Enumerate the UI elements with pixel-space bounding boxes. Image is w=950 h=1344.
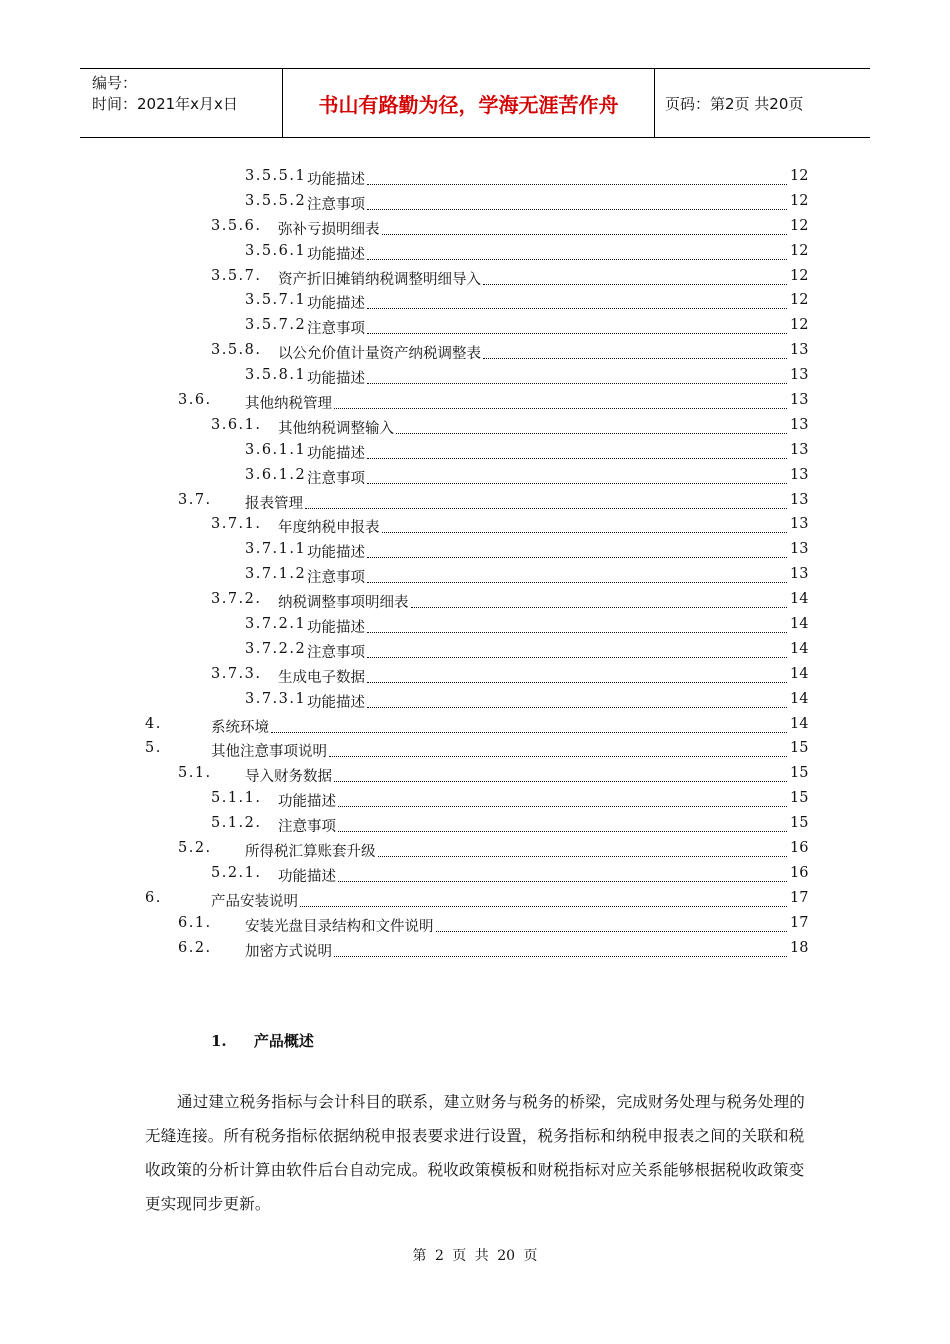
toc-leader-dots [367, 243, 787, 260]
toc-entry[interactable] [0, 616, 950, 641]
toc-entry-title: 纳税调整事项明细表 [278, 595, 409, 612]
toc-entry-page: 15 [790, 815, 809, 832]
toc-entry-title: 系统环境 [211, 719, 269, 736]
toc-entry-title: 以公允价值计量资产纳税调整表 [278, 346, 481, 363]
toc-entry-title: 报表管理 [245, 495, 303, 512]
toc-leader-dots [396, 417, 787, 434]
toc-entry-number: 3.5.7.1 [245, 292, 307, 309]
toc-leader-dots [367, 168, 787, 185]
toc-leader-dots [329, 740, 787, 757]
toc-entry-page: 12 [790, 267, 809, 284]
toc-leader-dots [300, 890, 787, 907]
toc-entry-number: 3.5.8. [211, 342, 262, 359]
toc-entry[interactable] [0, 566, 950, 591]
toc-entry-page: 13 [790, 516, 809, 533]
toc-entry-page: 14 [790, 640, 809, 657]
toc-entry-number: 3.5.7.2 [245, 317, 307, 334]
toc-entry-page: 12 [790, 242, 809, 259]
toc-leader-dots [367, 666, 787, 683]
section-title: 产品概述 [253, 1032, 314, 1050]
toc-leader-dots [334, 765, 787, 782]
toc-leader-dots [367, 616, 787, 633]
toc-entry-page: 16 [790, 864, 809, 881]
toc-entry-number: 5.1. [178, 765, 212, 782]
toc-entry[interactable] [0, 218, 950, 243]
toc-entry[interactable] [0, 691, 950, 716]
toc-entry-title: 安装光盘目录结构和文件说明 [245, 918, 434, 935]
toc-entry-page: 16 [790, 840, 809, 857]
toc-leader-dots [367, 317, 787, 334]
toc-entry-title: 资产折旧摊销纳税调整明细导入 [278, 271, 481, 288]
toc-entry-number: 3.6. [178, 392, 212, 409]
toc-entry-title: 功能描述 [307, 445, 365, 462]
toc-entry-number: 5.2.1. [211, 864, 262, 881]
toc-leader-dots [378, 840, 787, 857]
toc-entry[interactable] [0, 765, 950, 790]
toc-entry-page: 13 [790, 416, 809, 433]
toc-entry-title: 功能描述 [307, 620, 365, 637]
toc-entry-page: 14 [790, 665, 809, 682]
toc-entry-number: 3.6.1. [211, 416, 262, 433]
header-code: 编号： [92, 74, 138, 92]
toc-entry-page: 14 [790, 616, 809, 633]
toc-entry[interactable] [0, 865, 950, 890]
toc-entry[interactable] [0, 740, 950, 765]
toc-entry-title: 加密方式说明 [245, 943, 332, 960]
toc-entry[interactable] [0, 815, 950, 840]
toc-entry-page: 13 [790, 342, 809, 359]
header-meta [80, 69, 283, 137]
toc-leader-dots [338, 790, 787, 807]
toc-entry[interactable] [0, 516, 950, 541]
toc-entry[interactable] [0, 790, 950, 815]
toc-entry-number: 3.7.3. [211, 665, 262, 682]
table-of-contents [0, 168, 950, 965]
toc-entry-page: 14 [790, 715, 809, 732]
toc-entry-number: 3.7.2.1 [245, 616, 307, 633]
toc-entry-number: 3.7.3.1 [245, 690, 307, 707]
page-footer: 第 2 页 共 20 页 [412, 1248, 538, 1264]
toc-entry-title: 所得税汇算账套升级 [245, 844, 376, 861]
toc-entry-number: 3.7.2.2 [245, 640, 307, 657]
toc-entry-title: 注意事项 [307, 570, 365, 587]
toc-entry-title: 年度纳税申报表 [278, 520, 380, 537]
toc-entry[interactable] [0, 541, 950, 566]
header-motto: 书山有路勤为径，学海无涯苦作舟 [283, 69, 655, 137]
toc-entry-page: 18 [790, 939, 809, 956]
toc-entry-page: 17 [790, 889, 809, 906]
toc-entry[interactable] [0, 268, 950, 293]
toc-entry[interactable] [0, 367, 950, 392]
toc-leader-dots [334, 392, 787, 409]
toc-entry-title: 其他纳税调整输入 [278, 420, 394, 437]
toc-leader-dots [382, 218, 787, 235]
toc-entry-title: 功能描述 [307, 172, 365, 188]
toc-entry-title: 功能描述 [307, 545, 365, 562]
toc-entry[interactable] [0, 890, 950, 915]
toc-leader-dots [334, 940, 787, 957]
toc-leader-dots [367, 467, 787, 484]
toc-entry[interactable] [0, 467, 950, 492]
toc-entry-page: 12 [790, 168, 809, 184]
toc-entry-number: 4. [145, 715, 162, 732]
toc-leader-dots [367, 691, 787, 708]
toc-entry-number: 3.7.1. [211, 516, 262, 533]
toc-entry-title: 弥补亏损明细表 [278, 221, 380, 238]
toc-leader-dots [367, 292, 787, 309]
toc-leader-dots [271, 716, 787, 733]
toc-leader-dots [411, 591, 787, 608]
toc-entry-title: 功能描述 [307, 246, 365, 263]
toc-entry-number: 3.7.1.1 [245, 541, 307, 558]
toc-entry-number: 6.2. [178, 939, 212, 956]
toc-entry-number: 3.7.1.2 [245, 566, 307, 583]
toc-leader-dots [436, 915, 787, 932]
toc-entry[interactable] [0, 492, 950, 517]
toc-entry[interactable] [0, 342, 950, 367]
page-header [80, 68, 870, 138]
toc-entry-number: 5. [145, 740, 162, 757]
toc-entry-title: 导入财务数据 [245, 769, 332, 786]
toc-entry[interactable] [0, 591, 950, 616]
toc-entry-page: 17 [790, 914, 809, 931]
toc-entry-number: 3.6.1.1 [245, 441, 307, 458]
toc-entry[interactable] [0, 716, 950, 741]
toc-entry[interactable] [0, 392, 950, 417]
toc-entry-title: 功能描述 [307, 371, 365, 388]
toc-entry[interactable] [0, 417, 950, 442]
toc-entry-page: 12 [790, 317, 809, 334]
toc-entry-number: 3.5.5.1 [245, 168, 307, 184]
toc-leader-dots [483, 268, 787, 285]
header-time: 时间：2021年x月x日 [92, 95, 238, 113]
toc-leader-dots [338, 815, 787, 832]
toc-entry-title: 产品安装说明 [211, 893, 298, 910]
toc-entry[interactable] [0, 243, 950, 268]
toc-entry-number: 6. [145, 889, 162, 906]
toc-entry-title: 功能描述 [307, 694, 365, 711]
toc-leader-dots [382, 516, 787, 533]
toc-entry-page: 13 [790, 466, 809, 483]
toc-entry-page: 15 [790, 765, 809, 782]
toc-entry-title: 注意事项 [307, 470, 365, 487]
toc-leader-dots [483, 342, 787, 359]
toc-entry[interactable] [0, 641, 950, 666]
toc-entry-title: 生成电子数据 [278, 669, 365, 686]
toc-entry-title: 功能描述 [307, 296, 365, 313]
toc-leader-dots [367, 367, 787, 384]
section-paragraph: 通过建立税务指标与会计科目的联系，建立财务与税务的桥梁，完成财务处理与税务处理的无缝连接。所有税务指标依据纳税申报表要求进行设置，税务指标和纳税申报表之间的关联和税收政策的分析计算由软件后台自动完成。税收政策模板和财税指标对应关系能够根据税收政策变更实现同步更新。 [145, 1093, 806, 1213]
toc-entry-title: 注意事项 [278, 819, 336, 836]
toc-entry-number: 3.5.5.2 [245, 192, 307, 209]
toc-entry-number: 3.6.1.2 [245, 466, 307, 483]
toc-entry-number: 3.7.2. [211, 591, 262, 608]
toc-leader-dots [367, 193, 787, 210]
toc-leader-dots [305, 492, 787, 509]
toc-leader-dots [367, 442, 787, 459]
toc-entry-page: 14 [790, 690, 809, 707]
toc-entry-number: 5.1.1. [211, 790, 262, 807]
toc-entry[interactable] [0, 442, 950, 467]
toc-entry-title: 功能描述 [278, 794, 336, 811]
toc-entry[interactable] [0, 840, 950, 865]
toc-entry-page: 12 [790, 217, 809, 234]
section-heading [211, 1030, 314, 1051]
toc-entry[interactable] [0, 193, 950, 218]
toc-leader-dots [338, 865, 787, 882]
toc-entry-page: 13 [790, 441, 809, 458]
toc-entry-title: 其他注意事项说明 [211, 744, 327, 761]
toc-entry-title: 其他纳税管理 [245, 396, 332, 413]
toc-entry-page: 13 [790, 566, 809, 583]
toc-entry-page: 13 [790, 367, 809, 384]
toc-entry-page: 15 [790, 740, 809, 757]
toc-leader-dots [367, 566, 787, 583]
toc-entry[interactable] [0, 915, 950, 940]
toc-entry[interactable] [0, 940, 950, 965]
toc-entry[interactable] [0, 666, 950, 691]
toc-entry-number: 5.2. [178, 840, 212, 857]
toc-entry-page: 15 [790, 790, 809, 807]
toc-entry-number: 3.5.6. [211, 217, 262, 234]
toc-entry-page: 12 [790, 292, 809, 309]
toc-entry[interactable] [0, 292, 950, 317]
toc-entry-number: 3.5.7. [211, 267, 262, 284]
toc-leader-dots [367, 541, 787, 558]
toc-entry[interactable] [0, 317, 950, 342]
toc-entry-page: 13 [790, 541, 809, 558]
toc-entry-page: 13 [790, 392, 809, 409]
toc-entry-page: 13 [790, 491, 809, 508]
toc-leader-dots [367, 641, 787, 658]
toc-entry-number: 5.1.2. [211, 815, 262, 832]
header-page-label: 页码：第2页 共20页 [665, 94, 804, 113]
toc-entry-page: 14 [790, 591, 809, 608]
toc-entry-title: 注意事项 [307, 321, 365, 338]
toc-entry-number: 6.1. [178, 914, 212, 931]
toc-entry-number: 3.5.6.1 [245, 242, 307, 259]
toc-entry-number: 3.5.8.1 [245, 367, 307, 384]
toc-entry-number: 3.7. [178, 491, 212, 508]
toc-entry-page: 12 [790, 192, 809, 209]
section-number: 1. [211, 1032, 227, 1050]
toc-entry-title: 注意事项 [307, 196, 365, 213]
toc-entry[interactable] [0, 168, 950, 193]
toc-entry-title: 功能描述 [278, 868, 336, 885]
toc-entry-title: 注意事项 [307, 644, 365, 661]
